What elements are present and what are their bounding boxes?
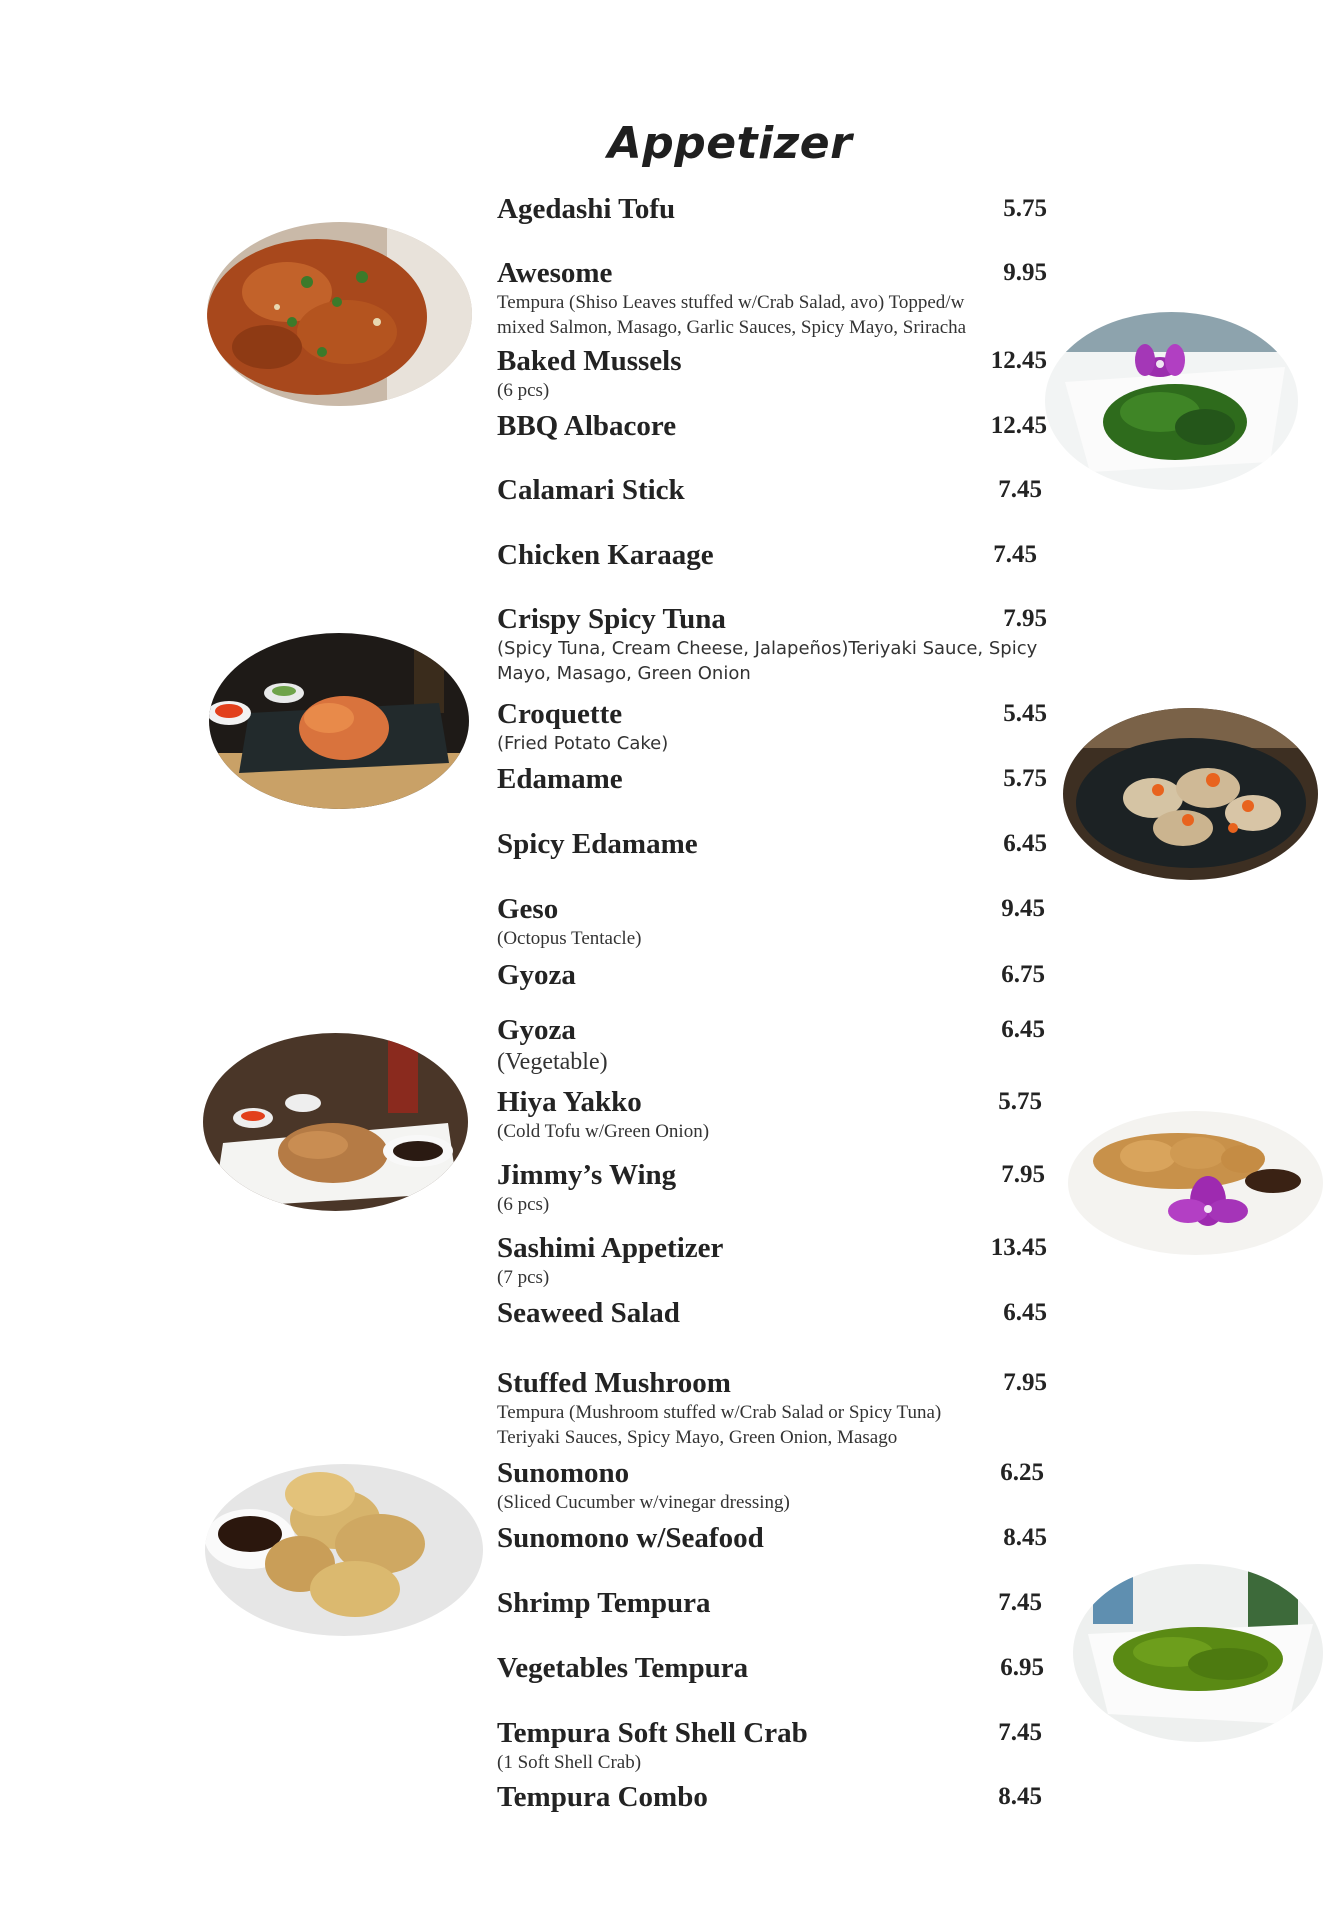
menu-item xyxy=(497,892,1047,951)
item-name: Stuffed Mushroom xyxy=(497,1367,731,1399)
item-price: 9.95 xyxy=(1003,259,1047,286)
item-description: (Cold Tofu w/Green Onion) xyxy=(497,1121,710,1142)
menu-item xyxy=(497,1013,1047,1077)
item-price: 6.45 xyxy=(1003,830,1047,857)
item-price: 12.45 xyxy=(990,347,1047,374)
item-name: Spicy Edamame xyxy=(497,828,698,860)
item-description: (Sliced Cucumber w/vinegar dressing) xyxy=(497,1492,790,1513)
menu-item xyxy=(497,1651,1047,1685)
item-name: Sunomono xyxy=(497,1457,630,1489)
item-description: (1 Soft Shell Crab) xyxy=(497,1752,642,1773)
edamame-photo xyxy=(1073,1564,1323,1742)
item-name: Seaweed Salad xyxy=(497,1297,680,1329)
item-price: 8.45 xyxy=(998,1783,1042,1810)
item-name: Vegetables Tempura xyxy=(497,1652,749,1684)
item-price: 5.75 xyxy=(1003,765,1047,792)
item-name: Chicken Karaage xyxy=(497,539,714,571)
menu-item xyxy=(497,1366,1047,1450)
menu-item xyxy=(497,344,1047,403)
menu-title: Appetizer xyxy=(607,118,853,169)
item-description: mixed Salmon, Masago, Garlic Sauces, Spicy Mayo, Sriracha xyxy=(497,317,967,338)
item-description: (Octopus Tentacle) xyxy=(497,928,642,949)
gyoza-photo xyxy=(1068,1111,1323,1255)
item-description: Tempura (Mushroom stuffed w/Crab Salad or Spicy Tuna) xyxy=(497,1402,942,1423)
menu-item xyxy=(497,473,1047,507)
item-price: 7.45 xyxy=(998,476,1042,503)
item-description: Teriyaki Sauces, Spicy Mayo, Green Onion, Masago xyxy=(497,1427,898,1448)
item-name: Geso xyxy=(497,893,559,925)
item-name: Sashimi Appetizer xyxy=(497,1232,724,1264)
item-description: (Spicy Tuna, Cream Cheese, Jalapeños)Teriyaki Sauce, Spicy xyxy=(497,638,1038,659)
menu-item xyxy=(497,409,1047,443)
item-description: (6 pcs) xyxy=(497,380,550,401)
menu-item xyxy=(497,538,1047,572)
item-price: 7.45 xyxy=(998,1589,1042,1616)
item-price: 9.45 xyxy=(1001,895,1045,922)
item-name: Sunomono w/Seafood xyxy=(497,1522,764,1554)
menu-item xyxy=(497,1231,1047,1290)
item-price: 12.45 xyxy=(990,412,1047,439)
menu-item xyxy=(497,762,1047,796)
menu-item xyxy=(497,602,1047,686)
item-name: Baked Mussels xyxy=(497,345,682,377)
item-price: 6.45 xyxy=(1001,1016,1045,1043)
menu-item xyxy=(497,1716,1047,1775)
item-name: Jimmy’s Wing xyxy=(497,1159,677,1191)
item-description: (7 pcs) xyxy=(497,1267,550,1288)
item-price: 7.45 xyxy=(993,541,1037,568)
item-name: Agedashi Tofu xyxy=(497,193,676,225)
item-description: (Fried Potato Cake) xyxy=(497,733,669,754)
item-name: Awesome xyxy=(497,257,613,289)
item-name: Calamari Stick xyxy=(497,474,685,506)
soft-shell-crab-photo xyxy=(203,1033,468,1211)
item-name: BBQ Albacore xyxy=(497,410,677,442)
menu-item xyxy=(497,192,1047,226)
menu-item xyxy=(497,1521,1047,1555)
item-price: 7.95 xyxy=(1001,1161,1045,1188)
menu-item xyxy=(497,1158,1047,1217)
item-name: Edamame xyxy=(497,763,623,795)
item-price: 6.25 xyxy=(1000,1459,1044,1486)
item-price: 6.95 xyxy=(1000,1654,1044,1681)
menu-item xyxy=(497,256,1047,340)
item-price: 7.95 xyxy=(1003,1369,1047,1396)
menu-item xyxy=(497,1085,1047,1144)
item-name: Hiya Yakko xyxy=(497,1086,642,1118)
item-price: 5.75 xyxy=(1003,195,1047,222)
menu-item xyxy=(497,1780,1047,1814)
item-price: 13.45 xyxy=(990,1234,1047,1261)
item-description: Mayo, Masago, Green Onion xyxy=(497,663,751,684)
item-name: Crispy Spicy Tuna xyxy=(497,603,726,635)
menu-item xyxy=(497,827,1047,861)
item-price: 6.45 xyxy=(1003,1299,1047,1326)
menu-item xyxy=(497,697,1047,756)
seaweed-salad-photo xyxy=(1045,312,1298,490)
item-name: Shrimp Tempura xyxy=(497,1587,711,1619)
item-price: 8.45 xyxy=(1003,1524,1047,1551)
tempura-combo-photo xyxy=(205,1464,483,1636)
item-name: Tempura Soft Shell Crab xyxy=(497,1717,808,1749)
awesome-tempura-photo xyxy=(207,222,472,406)
menu-item xyxy=(497,958,1047,992)
croquette-photo xyxy=(1063,708,1318,880)
menu-item xyxy=(497,1456,1047,1515)
item-description: Tempura (Shiso Leaves stuffed w/Crab Salad, avo) Topped/w xyxy=(497,292,965,313)
item-name: Tempura Combo xyxy=(497,1781,708,1813)
item-price: 5.75 xyxy=(998,1088,1042,1115)
item-name: Gyoza xyxy=(497,1014,576,1046)
menu-item xyxy=(497,1586,1047,1620)
item-price: 5.45 xyxy=(1003,700,1047,727)
item-price: 6.75 xyxy=(1001,961,1045,988)
item-name: Gyoza xyxy=(497,959,576,991)
crispy-spicy-tuna-photo xyxy=(209,633,469,809)
item-name: Croquette xyxy=(497,698,623,730)
item-description: (6 pcs) xyxy=(497,1194,550,1215)
item-price: 7.95 xyxy=(1003,605,1047,632)
item-description: (Vegetable) xyxy=(497,1049,608,1075)
item-price: 7.45 xyxy=(998,1719,1042,1746)
menu-item xyxy=(497,1296,1047,1330)
